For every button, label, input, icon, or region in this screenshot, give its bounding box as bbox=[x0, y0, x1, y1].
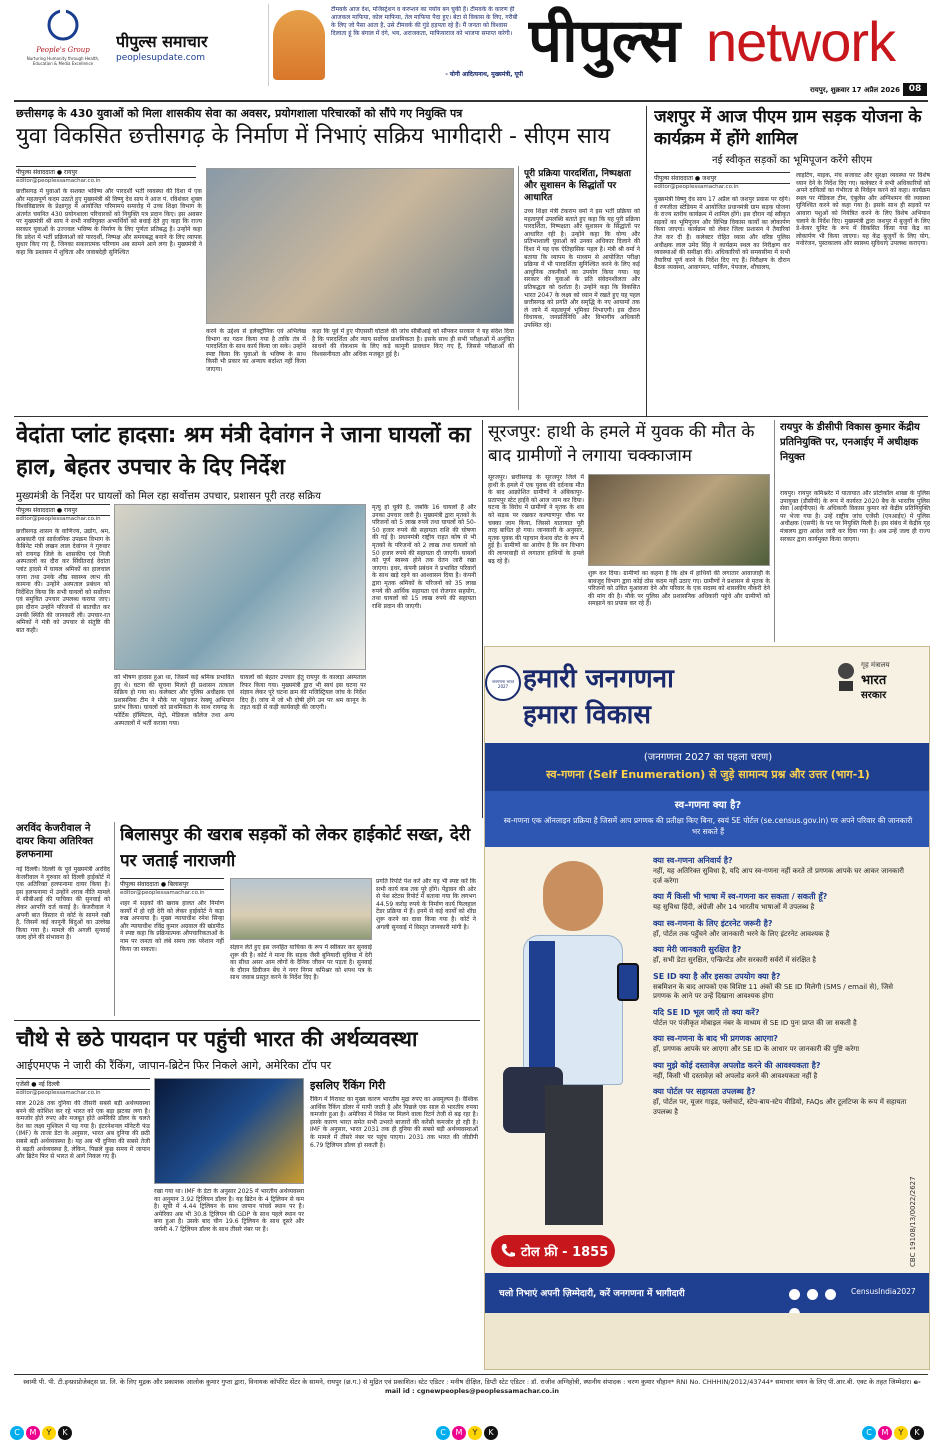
col-divider-mid bbox=[482, 420, 483, 818]
story8-box bbox=[310, 1078, 478, 1368]
story8-headline: चौथे से छठे पायदान पर पहुंची भारत की अर्थव्यवस्था bbox=[16, 1027, 418, 1051]
tollfree-text: टोल फ्री - 1855 bbox=[521, 1245, 609, 1260]
story2-col1: मुख्यमंत्री विष्णु देव साय 17 अप्रैल को जशपुर प्रवास पर रहेंगे। वे रणजीता स्टेडियम में आयोजित प्रधानमंत्री ग्राम सड़क योजना के राज्य स्तरीय कार्यक्रम में शामिल होंगे। इस दौरान नई स्वीकृत सड़कों का भूमिपूजन और विभिन्न विकास कार्यों का लोकार्पण किया जाएगा। कार्यक्रम को लेकर जिला प्रशासन ने तैयारियां तेज कर दी हैं। कलेक्टर रोहित व्यास और वरिष्ठ पुलिस अधीक्षक लाल उमेद सिंह ने कार्यक्रम स्थल का निरीक्षण कर व्यवस्थाओं की समीक्षा की। अधिकारियों को समयसीमा में सभी तैयारियां पूर्ण करने के निर्देश दिए गए हैं। निरीक्षण के दौरान बैठक व्यवस्था, आवागमन, पार्किंग, पेयजल, शौचालय, bbox=[654, 196, 790, 272]
faq-answer: हाँ, पोर्टल पर, यूजर गाइड, फ्लोचार्ट, स्टेप-बाय-स्टेप वीडियो, FAQs और टूलटिप्स के रूप में सहायता उपलब्ध है bbox=[653, 1098, 907, 1116]
ministry-line: गृह मंत्रालय bbox=[861, 661, 890, 669]
govt-line2: सरकार bbox=[861, 690, 887, 701]
quote-box bbox=[268, 4, 526, 86]
imprint-contact: e-mail id : cgnewpeoples@peoplessamachar.co.in bbox=[385, 1378, 921, 1395]
story7-byline: पीपुल्स संवाददाता ● बिलासपुर bbox=[120, 878, 224, 890]
story1-side-text: उच्च शिक्षा मंत्री टंकराम वर्मा ने इस भर्ती प्रक्रिया को महत्वपूर्ण उपलब्धि बताते हुए कहा कि यह पूरी प्रक्रिया पारदर्शिता, निष्पक्षता और सुशासन के सिद्धांतों पर आधारित रही है। उन्होंने कहा कि योग्य और प्रतिभाशाली युवाओं को उनका अधिकार दिलाने की दिशा में यह एक ऐतिहासिक पहल है। मंत्री श्री वर्मा ने बताया कि व्यापम के माध्यम से आयोजित परीक्षा प्रक्रिया में भी पारदर्शिता सुनिश्चित करने के लिए कई आधुनिक तकनीकों का उपयोग किया गया। यह सरकार की युवाओं के प्रति संवेदनशीलता और प्रतिबद्धता को दर्शाता है। उन्होंने कहा कि विकसित भारत 2047 के लक्ष्य को ध्यान में रखते हुए यह पहल छत्तीसगढ़ को प्रगति और समृद्धि के नए आयामों तक ले जाने में महत्वपूर्ण भूमिका निभाएगी। इस दौरान विधायक, जनप्रतिनिधि और विभागीय अधिकारी उपस्थित रहे। bbox=[524, 208, 640, 329]
page-number: 08 bbox=[903, 83, 927, 96]
census-title: स्व-गणना (Self Enumeration) से जुड़े सामान्य प्रश्न और उत्तर (भाग-1) bbox=[546, 768, 870, 781]
footer-rule bbox=[14, 1374, 928, 1375]
slogan-band bbox=[485, 1273, 930, 1313]
story3-photo bbox=[114, 504, 366, 670]
peoples-group-logo bbox=[18, 8, 108, 88]
story7-col2: संज्ञान लेते हुए इस जनहित याचिका के रूप में स्वीकार कर सुनवाई शुरू की है। कोर्ट ने माना कि सड़क जैसी बुनियादी सुविधा में देरी का सीधा असर आम लोगों के दैनिक जीवन पर पड़ता है। सुनवाई के दौरान डिवीजन बेंच ने नगर निगम कमिश्नर को शपथ पत्र के साथ जवाब प्रस्तुत करने के निर्देश दिए हैं। bbox=[230, 944, 372, 982]
story3-byline: पीपुल्स संवाददाता ● रायपुर bbox=[16, 504, 110, 516]
intro-question: स्व-गणना क्या है? bbox=[674, 800, 742, 811]
census-seal-text: जनगणना भारत 2027 bbox=[491, 679, 515, 689]
story3-headline: वेदांता प्लांट हादसा: श्रम मंत्री देवांगन ने जाना घायलों का हाल, बेहतर उपचार के दिए निर्देश bbox=[16, 423, 471, 480]
cmyk-y: Y bbox=[468, 1426, 482, 1440]
story1-kicker: छत्तीसगढ़ के 430 युवाओं को मिला शासकीय सेवा का अवसर, प्रयोगशाला परिचारकों को सौंपे गए नियुक्ति पत्र bbox=[16, 107, 463, 120]
col-divider-right bbox=[646, 106, 647, 416]
enumerator-legs bbox=[545, 1085, 603, 1225]
story7-headline: बिलासपुर की खराब सड़कों को लेकर हाईकोर्ट सख्त, देरी पर जताई नाराजगी bbox=[120, 825, 471, 871]
story3-col2: को भीषण हादसा हुआ था, जिसमें कई श्रमिक प्रभावित हुए थे। घटना की सूचना मिलते ही प्रशासन तत्काल सक्रिय हो गया था। कलेक्टर और पुलिस अधीक्षक एवं प्रशासनिक टीम ने मौके पर पहुंचकर रेस्क्यू अभियान प्रारंभ किया। घायलों को प्राथमिकता के साथ रायगढ़ के फोर्टिस हॉस्पिटल, मेट्रो, मेडिकल कॉलेज तथा अन्य अस्पतालों में भर्ती कराया गया। bbox=[114, 674, 234, 727]
enumerator-illustration bbox=[493, 853, 653, 1233]
faq-item bbox=[653, 1086, 911, 1117]
box-head: इसलिए रैंकिंग गिरी bbox=[310, 1079, 386, 1092]
story3-col4: मृत्यु हो चुकी है, जबकि 16 घायलों हैं और उनका उपचार जारी है। मुख्यमंत्री द्वारा मृतकों के परिजनों को 5 लाख रुपये तथा घायलों को 50-50 हजार रुपये की सहायता राशि की घोषणा की गई है। प्रधानमंत्री राष्ट्रीय राहत कोष से भी मृतकों के परिजनों को 2 लाख तथा घायलों को 50 हजार रुपये की सहायता दी जाएगी। घायलों को पूर्ण स्वस्थ्य होने तक वेतन जारी रखा जाएगा। इधर, कंपनी प्रबंधन ने प्रभावित परिवारों के साथ खड़े रहने का आश्वासन दिया है। कंपनी द्वारा मृतक श्रमिकों के परिजनों को 35 लाख रुपये की आर्थिक सहायता एवं रोजगार सहयोग, तथा घायलों को 15 लाख रुपये की सहायता राशि प्रदान की जाएगी। bbox=[372, 504, 476, 610]
story6-text: नई दिल्ली। दिल्ली के पूर्व मुख्यमंत्री अरविंद केजरीवाल ने गुरुवार को दिल्ली हाईकोर्ट में एक अतिरिक्त हलफनामा दायर किया है। इस हलफनामा में उन्होंने शराब नीति मामले में सीबीआई की याचिका की सुनवाई को लेकर आपत्ति दर्ज कराई है। केजरीवाल ने अपनी बात विस्तार से कोर्ट के सामने रखी है, जिसमें कई कानूनी बिंदुओं का उल्लेख किया गया है। मामले की अगली सुनवाई जल्द होने की संभावना है। bbox=[16, 866, 110, 942]
dateline: रायपुर, शुक्रवार 17 अप्रैल 2026 bbox=[810, 86, 900, 94]
imprint-line2: डिप्टी स्टेट एडिटर : डॉ. राजीव अग्निहोत्री, स्थानीय संपादक : चरण कुमार चौहान* RNI No. CHHHIN/2012/43744* समाचार चयन के लिए पी.आर.बी. एक्ट के तहत जिम्मेदार। bbox=[484, 1378, 912, 1386]
cmyk-bar bbox=[0, 1412, 945, 1445]
cmyk-c: C bbox=[862, 1426, 876, 1440]
brand-title bbox=[528, 2, 928, 84]
faq-question: क्या स्व-गणना के लिए इंटरनेट जरूरी है? bbox=[653, 918, 773, 928]
cmyk-strip-left bbox=[10, 1420, 84, 1437]
story3-email: editor@peoplessamachar.co.in bbox=[16, 516, 101, 522]
story3-col3: घायलों को बेहतर उपचार हेतु रायपुर के कालड़ा अस्पताल रिफर किया गया। मुख्यमंत्री द्वारा भी स्वयं इस घटना पर संज्ञान लेकर पूरे घटना क्रम की मजिस्ट्रियल जांच के निर्देश दिए हैं। जांच में जो भी दोषी होंगे उन पर श्रम कानून के तहत कड़ी से कड़ी कार्यवाही की जाएगी। bbox=[240, 674, 366, 712]
quote-text: टीमवर्क आज देश, मजिस्ट्रेशन व करप्शन का पर्याय बन चुकी है। टीमवर्क के कारण ही आजकल माफिया, कोल माफिया, तेल माफिया पैदा हुए। बेटा से विकास के लिए, गरीबी के लिए जो पैसा आता है, उसे टीमवर्क की गुंडे हड़पता रहे हैं। मैं जनता को विश्वास दिलाता हूं कि बंगाल में दंगे, भय, अराजकता, माफियाराज को भाजपा समाप्त करेगी। bbox=[331, 6, 518, 37]
intro-answer: स्व-गणना एक ऑनलाइन प्रक्रिया है जिसमें आप प्रगणक की प्रतीक्षा किए बिना, स्वयं SE पोर्टल (se.census.gov.in) पर अपने परिवार की जानकारी भर सकते हैं bbox=[503, 816, 913, 836]
cmyk-c: C bbox=[10, 1426, 24, 1440]
phone-call-icon bbox=[499, 1242, 517, 1260]
faq-question: SE ID क्या है और इसका उपयोग क्या है? bbox=[653, 971, 781, 981]
story1-headline: युवा विकसित छत्तीसगढ़ के निर्माण में निभाएं सक्रिय भागीदारी - सीएम साय bbox=[16, 124, 611, 149]
story8-subhead: आईएमएफ ने जारी की रैंकिंग, जापान-ब्रिटेन फिर निकले आगे, अमेरिका टॉप पर bbox=[16, 1059, 332, 1072]
social-icons bbox=[789, 1285, 849, 1299]
census-headline-line1: हमारी जनगणना bbox=[523, 664, 674, 694]
story3-subhead: मुख्यमंत्री के निर्देश पर घायलों को मिल रहा सर्वोत्तम उपचार, प्रशासन पूरी तरह सक्रिय bbox=[16, 491, 321, 502]
faq-answer: सबमिशन के बाद आपको एक विशिष्ट 11 अंकों की SE ID मिलेगी (SMS / email से), जिसे प्रगणक के आने पर उन्हें दिखाना आवश्यक होगा bbox=[653, 982, 894, 1000]
byline-name: पीपुल्स संवाददाता bbox=[120, 881, 159, 888]
story4-col2: शुरू कर दिया। ग्रामीणों का कहना है कि क्षेत्र में हाथियों की लगातार आवाजाही के बावजूद विभाग द्वारा कोई ठोस कदम नहीं उठाए गए। ग्रामीणों ने प्रशासन से मृतक के परिजनों को उचित मुआवजा देने और परिवार के एक सदस्य को शासकीय नौकरी देने की मांग की है। मौके पर पुलिस और प्रशासनिक अधिकारी पहुंचे और ग्रामीणों को समझाने का प्रयास कर रहे हैं। bbox=[588, 570, 770, 608]
quote-author: - योगी आदित्यनाथ, मुख्यमंत्री, यूपी bbox=[445, 71, 523, 78]
faq-question: क्या मैं किसी भी भाषा में स्व-गणना कर सकता / सकती हूँ? bbox=[653, 892, 828, 901]
story8-byline: एजेंसी ● नई दिल्ली bbox=[16, 1078, 150, 1090]
phase-label: (जनगणना 2027 का पहला चरण) bbox=[643, 752, 773, 763]
faq-list bbox=[653, 855, 911, 1267]
x-icon bbox=[825, 1289, 836, 1300]
story7-email: editor@peoplessamachar.co.in bbox=[120, 890, 205, 896]
faq-item bbox=[653, 1060, 911, 1082]
story2-subhead: नई स्वीकृत सड़कों का भूमिपूजन करेंगे सीएम bbox=[711, 155, 873, 166]
col-divider-right-2 bbox=[774, 420, 775, 642]
story1-photo bbox=[206, 168, 514, 324]
story1-email: editor@peoplessamachar.co.in bbox=[16, 178, 101, 184]
faq-item bbox=[653, 855, 911, 886]
intro-band bbox=[485, 791, 930, 847]
group-tagline: Nurturing Humanity through Health, Education & Media Excellence bbox=[26, 56, 100, 66]
faq-question: यदि SE ID भूल जाएँ तो क्या करें? bbox=[653, 1007, 760, 1017]
cmyk-y: Y bbox=[894, 1426, 908, 1440]
cmyk-m: M bbox=[878, 1426, 892, 1440]
website: peoplesupdate.com bbox=[116, 53, 205, 63]
census-ad-headline bbox=[523, 661, 773, 735]
story1-col3: कहा कि पूर्व में हुए पीएससी घोटाले की जांच सीबीआई को सौंपकर सरकार ने यह संदेश दिया है कि पारदर्शिता और न्याय सर्वोच्च प्राथमिकता है। इसके साथ ही सभी परीक्षाओं में अनुचित साधनों की रोकथाम के लिए कड़े कानूनी प्रावधान किए गए हैं, जिससे परीक्षाओं की विश्वसनीयता और अधिक मजबूत हुई है। bbox=[312, 328, 514, 358]
story6-headline: अरविंद केजरीवाल ने दायर किया अतिरिक्त हलफनामा bbox=[16, 823, 94, 860]
section-rule-2 bbox=[14, 1020, 480, 1021]
story7-col3: प्रगति रिपोर्ट पेश करें और यह भी स्पष्ट करें कि सभी कार्य कब तक पूरे होंगे। पेंड्रावन की ओर से पेश स्टेटस रिपोर्ट में बताया गया कि लगभग 44.59 करोड़ रुपये के निर्माण कार्य फिलहाल टेंडर प्रक्रिया में हैं। इनमें से कई कार्यों को शीघ्र शुरू करने का दावा किया गया है। कोर्ट ने अगली सुनवाई में विस्तृत जानकारी मांगी है। bbox=[376, 878, 476, 931]
cmyk-y: Y bbox=[42, 1426, 56, 1440]
cmyk-m: M bbox=[452, 1426, 466, 1440]
faq-answer: यह सुविधा हिंदी, अंग्रेजी और 14 भारतीय भाषाओं में उपलब्ध है bbox=[653, 903, 815, 911]
cbc-code: CBC 19108/13/0022/2627 bbox=[909, 1176, 917, 1267]
story2-email: editor@peoplessamachar.co.in bbox=[654, 184, 739, 190]
story8-col1: साल 2028 तक दुनिया की तीसरी सबसे बड़ी अर्थव्यवस्था बनने की कोशिश कर रहे भारत को एक बड़ा झटका लगा है। कमजोर होते रुपए और मजबूत होते अमेरिकी डॉलर के चलते देश का लक्ष्य मुश्किल में पड़ गया है। इंटरनेशनल मॉनेटरी फंड (IMF) के ताजा डेटा के अनुसार, भारत अब दुनिया की छठी सबसे बड़ी अर्थव्यवस्था है। यह अब भी दुनिया की सबसे तेजी से बढ़ती अर्थव्यवस्था है, लेकिन, पिछले कुछ समय में जापान और ब्रिटेन फिर से भारत से आगे निकल गए हैं। bbox=[16, 1100, 150, 1161]
byline-name: एजेंसी bbox=[16, 1081, 30, 1088]
brand-english: network bbox=[706, 10, 896, 73]
story8-graph-photo bbox=[154, 1078, 304, 1184]
cmyk-k: K bbox=[58, 1426, 72, 1440]
story8-email: editor@peoplessamachar.co.in bbox=[16, 1090, 101, 1096]
story8-col2: रखा गया था। IMF के डेटा के अनुसार 2025 में भारतीय अर्थव्यवस्था का अनुमान 3.92 ट्रिलियन डॉलर है। यह ब्रिटेन के 4 ट्रिलियन से कम है। सूची में 4.44 ट्रिलियन के साथ जापान पांचवें स्थान पर है। अमेरिका अब भी 30.8 ट्रिलियन की GDP के साथ पहले स्थान पर बना हुआ है। उसके बाद चीन 19.6 ट्रिलियन के साथ दूसरे और जर्मनी 4.7 ट्रिलियन डॉलर के साथ तीसरे नंबर पर है। bbox=[154, 1188, 304, 1233]
ad-bottom-strip bbox=[485, 1313, 930, 1370]
story4-headline: सूरजपुर: हाथी के हमले में युवक की मौत के बाद ग्रामीणों ने लगाया चक्काजाम bbox=[488, 422, 755, 466]
faq-question: क्या मेरी जानकारी सुरक्षित है? bbox=[653, 945, 742, 954]
cmyk-c: C bbox=[436, 1426, 450, 1440]
story5-text: रायपुर। रायपुर कमिश्नरेट में यातायात और प्रोटोकॉल शाखा के पुलिस उपायुक्त (डीसीपी) के रूप में कार्यरत 2020 बैच के भारतीय पुलिस सेवा (आईपीएस) के अधिकारी विकास कुमार को केंद्रीय प्रतिनियुक्ति पर भेजा गया है। उन्हें राष्ट्रीय जांच एजेंसी (एनआईए) में पुलिस अधीक्षक (एसपी) के पद पर नियुक्ति मिली है। इस संबंध में केंद्रीय गृह मंत्रालय द्वारा आदेश जारी कर दिया गया है। अब उन्हें जल्द ही राज्य सरकार द्वारा कार्यमुक्त किया जाएगा। bbox=[780, 490, 930, 543]
faq-question: क्या पोर्टल पर सहायता उपलब्ध है? bbox=[653, 1087, 756, 1096]
enumerator-jacket bbox=[529, 941, 555, 1081]
imprint-line1: स्वामी पी. पी. टी.इन्फ्राप्रोजेक्ट्स प्रा. लि. के लिए मुद्रक और प्रकाशक आलोक कुमार गुप्ता द्वारा, विनायक कॉर्पोरेट सेंटर के सामने, रायपुर (छ.ग.) से मुद्रित एवं प्रकाशित। स्टेट एडिटर : मनीष दीक्षित, bbox=[23, 1378, 483, 1386]
faq-question: क्या स्व-गणना के बाद भी प्रगणक आएगा? bbox=[653, 1034, 778, 1043]
story3-col1: छत्तीसगढ़ शासन के वाणिज्य, उद्योग, श्रम, आबकारी एवं सार्वजनिक उपक्रम विभाग के कैबिनेट मंत्री लखन लाल देवांगन ने गुरुवार को रायगढ़ जिले के शासकीय एवं निजी अस्पतालों का दौरा कर सिंघीतराई वेदांता प्लांट हादसे में घायल श्रमिकों का हालचाल जाना तथा उनके शीघ्र स्वास्थ्य लाभ की कामना की। उन्होंने अस्पताल प्रबंधन को निर्देशित किया कि सभी घायलों को सर्वोत्तम एवं समुचित उपचार उपलब्ध कराया जाए। इस दौरान उन्होंने परिजनों से बातचीत कर उनकी स्थिति की जानकारी ली। उपचार-रत श्रमिकों ने मंत्री को उपचार से संतुष्टि की बात कही। bbox=[16, 528, 110, 634]
cmyk-strip-center bbox=[436, 1420, 510, 1437]
faq-question: क्या मुझे कोई दस्तावेज़ अपलोड करने की आवश्यकता है? bbox=[653, 1060, 821, 1070]
byline-location: नई दिल्ली bbox=[38, 1081, 60, 1088]
story7-photo bbox=[230, 878, 372, 940]
story2-byline: पीपुल्स संवाददाता ● जशपुर bbox=[654, 172, 790, 184]
slogan-text: चलो निभाएं अपनी ज़िम्मेदारी, करें जनगणना में भागीदारी bbox=[499, 1289, 685, 1299]
faq-answer: नहीं, किसी भी दस्तावेज़ को अपलोड करने की आवश्यकता नहीं है bbox=[653, 1071, 818, 1080]
census-seal bbox=[485, 665, 521, 701]
cmyk-strip-right bbox=[862, 1420, 936, 1437]
story4-col1: सूरजपुर। छत्तीसगढ़ के सूरजपुर जिले में हाथी के हमले में एक युवक की दर्दनाक मौत के बाद आक्रोशित ग्रामीणों ने अंबिकापुर-प्रतापपुर स्टेट हाईवे को आज जाम कर दिया। घटना के विरोध में ग्रामीणों ने मृतक के शव को सड़क पर रखकर कल्याणपुर चौक पर चक्का जाम किया, जिससे यातायात पूरी तरह बाधित हो गया। जानकारी के अनुसार, मृतक युवक की पहचान केशव वोट के रूप में हुई है। ग्रामीणों का आरोप है कि वन विभाग की लापरवाही से लगातार हाथियों के हमले बढ़ रहे हैं। bbox=[488, 474, 584, 565]
masthead bbox=[0, 0, 945, 102]
social-handle: CensusIndia2027 bbox=[851, 1287, 916, 1296]
byline-location: बिलासपुर bbox=[168, 881, 189, 888]
faq-answer: हाँ, प्रगणक आपके घर आएगा और SE ID के आधार पर जानकारी की पुष्टि करेगा bbox=[653, 1045, 860, 1053]
peoples-group-emblem-icon bbox=[46, 8, 80, 42]
facebook-icon bbox=[789, 1289, 800, 1300]
faq-item bbox=[653, 1033, 911, 1055]
box-text: रैंकिंग में गिरावट का मुख्य कारण भारतीय मुद्रा रुपए का अवमूल्यन है। वैश्विक आर्थिक रैंकिंग डॉलर में मापी जाती है और पिछले एक साल से भारतीय रुपया कमजोर हुआ है। अमेरिका में निवेश पर मिलने वाला रिटर्न तेजी से बढ़ रहा है। इसके कारण भारत समेत सभी उभरते बाजारों की करेंसी कमजोर हो रही है। IMF के अनुसार, भारत 2031 तक ही दुनिया की सबसे बड़ी अर्थव्यवस्थाओं के मामले में तीसरे नंबर पर पहुंच पाएगा। 2031 तक भारत की जीडीपी 6.79 ट्रिलियन डॉलर हो सकती है। bbox=[310, 1096, 478, 1149]
story1-col2: करने के उद्देश्य से इलेक्ट्रॉनिक एवं अभिलेख विभाग का गठन किया गया है ताकि तंत्र में पारदर्शिता के साथ कार्य किया जा सके। उन्होंने स्पष्ट किया कि युवाओं के भविष्य के साथ किसी भी प्रकार का अन्याय बर्दाश्त नहीं किया जाएगा। bbox=[206, 328, 306, 373]
faq-item bbox=[653, 891, 911, 913]
story1-divider bbox=[518, 166, 519, 410]
cmyk-m: M bbox=[26, 1426, 40, 1440]
phone-icon bbox=[617, 963, 639, 1001]
faq-item bbox=[653, 971, 911, 1002]
govt-logo bbox=[835, 655, 927, 705]
story1-side-head: पूरी प्रक्रिया पारदर्शिता, निष्पक्षता और सुशासन के सिद्धांतों पर आधारित bbox=[524, 169, 631, 203]
byline-name: पीपुल्स संवाददाता bbox=[16, 169, 55, 176]
paper-name: पीपुल्स समाचार bbox=[116, 32, 208, 51]
section-rule-1 bbox=[14, 416, 928, 417]
faq-item bbox=[653, 944, 911, 966]
faq-answer: पोर्टल पर पंजीकृत मोबाइल नंबर के माध्यम से SE ID पुनः प्राप्त की जा सकती है bbox=[653, 1018, 857, 1027]
census-ad bbox=[484, 646, 930, 1370]
faq-answer: नहीं, यह अतिरिक्त सुविधा है, यदि आप स्व-गणना नहीं करते तो प्रगणक आपके घर आकर जानकारी दर्ज करेगा bbox=[653, 867, 904, 885]
ashoka-emblem-icon bbox=[835, 659, 857, 695]
group-name: People's Group bbox=[36, 46, 90, 54]
byline-name: पीपुल्स संवाददाता bbox=[654, 175, 693, 182]
masthead-rule bbox=[14, 100, 928, 102]
byline-location: रायपुर bbox=[64, 507, 78, 514]
story5-headline: रायपुर के डीसीपी विकास कुमार केंद्रीय प्रतिनियुक्ति पर, एनआईए में अधीक्षक नियुक्त bbox=[780, 422, 920, 463]
faq-answer: हाँ, पोर्टल तक पहुँचने और जानकारी भरने के लिए इंटरनेट आवश्यक है bbox=[653, 929, 830, 938]
quote-author-photo bbox=[273, 10, 325, 80]
instagram-icon bbox=[807, 1289, 818, 1300]
story2-headline: जशपुर में आज पीएम ग्राम सड़क योजना के कार्यक्रम में होंगे शामिल bbox=[654, 107, 922, 149]
faq-question: क्या स्व-गणना अनिवार्य है? bbox=[653, 856, 733, 865]
story4-photo bbox=[588, 474, 770, 566]
story1-col1: छत्तीसगढ़ में युवाओं के सशक्त भविष्य और पारदर्शी भर्ती व्यवस्था की दिशा में एक और महत्वपूर्ण कदम उठाते हुए मुख्यमंत्री श्री विष्णु देव साय ने आज पं. रविशंकर शुक्ल विश्वविद्यालय के प्रेक्षागृह में आयोजित गरिमामय समारोह में उच्च शिक्षा विभाग के अंतर्गत चयनित 430 प्रयोगशाला परिचारकों को नियुक्ति पत्र प्रदान किए। इस अवसर पर मुख्यमंत्री श्री साय ने सभी नवनियुक्त अभ्यर्थियों को बधाई देते हुए कहा कि राज्य सरकार युवाओं के उज्ज्वल भविष्य के निर्माण के लिए पूर्णतः प्रतिबद्ध है। उन्होंने कहा कि प्रदेश में भर्ती प्रक्रियाओं को पारदर्शी, निष्पक्ष और समयबद्ध बनाने के लिए व्यापक सुधार किए गए हैं, जिनका सकारात्मक परिणाम अब सामने आने लगा है। मुख्यमंत्री ने कहा कि प्रशासन में शुचिता और जवाबदेही सुनिश्चित bbox=[16, 188, 202, 256]
byline-location: रायपुर bbox=[64, 169, 78, 176]
faq-answer: हाँ, सभी डेटा सुरक्षित, एन्क्रिप्टेड और सरकारी सर्वरों में संरक्षित है bbox=[653, 956, 817, 964]
paper-logo bbox=[116, 30, 266, 70]
census-title-band bbox=[485, 743, 930, 791]
brand-hindi: पीपुल्स bbox=[528, 6, 681, 76]
faq-item bbox=[653, 1007, 911, 1029]
byline-name: पीपुल्स संवाददाता bbox=[16, 507, 55, 514]
cmyk-k: K bbox=[484, 1426, 498, 1440]
tollfree-badge bbox=[491, 1235, 615, 1267]
cmyk-k: K bbox=[910, 1426, 924, 1440]
story2-col2: लाइटिंग, माइक, मंच सजावट और सुरक्षा व्यवस्था पर विशेष ध्यान देने के निर्देश दिए गए। कलेक्टर ने सभी अधिकारियों को अपने दायित्वों का गंभीरता से निर्वहन करने को कहा। कार्यक्रम स्थल पर मेडिकल टीम, एंबुलेंस और अग्निशमन की व्यवस्था सुनिश्चित करने को कहा गया है। इसके साथ ही सड़कों पर आवारा पशुओं को नियंत्रित करने के लिए विशेष अभियान चलाने के निर्देश दिए। मुख्यमंत्री द्वारा जशपुर में बुजुर्गों के लिए डे-केयर यूनिट के रूप में विकसित किया गया केंद्र का लोकार्पण भी किया जाएगा। यह केंद्र बुजुर्गों के लिए योग, मनोरंजन, पुस्तकालय और स्वास्थ्य सुविधाएं उपलब्ध कराएगा। bbox=[796, 172, 930, 248]
footer-imprint bbox=[16, 1378, 928, 1408]
story6-divider bbox=[114, 822, 115, 1016]
census-headline-line2: हमारा विकास bbox=[523, 700, 651, 730]
govt-line1: भारत bbox=[861, 673, 887, 688]
enumerator-head bbox=[543, 861, 603, 931]
faq-item bbox=[653, 918, 911, 940]
byline-location: जशपुर bbox=[702, 175, 717, 182]
story7-col1: शहर में सड़कों की खराब हालत और निर्माण कार्यों में हो रही देरी को लेकर हाईकोर्ट ने कड़ा रुख अपनाया है। मुख्य न्यायाधीश रमेश सिन्हा और न्यायाधीश रविंद्र कुमार अग्रवाल की खंडपीठ ने स्पष्ट कहा कि प्रक्रियात्मक औपचारिकताओं के नाम पर जनता को लंबे समय तक परेशान नहीं किया जा सकता। bbox=[120, 900, 224, 953]
story1-byline: पीपुल्स संवाददाता ● रायपुर bbox=[16, 166, 196, 178]
